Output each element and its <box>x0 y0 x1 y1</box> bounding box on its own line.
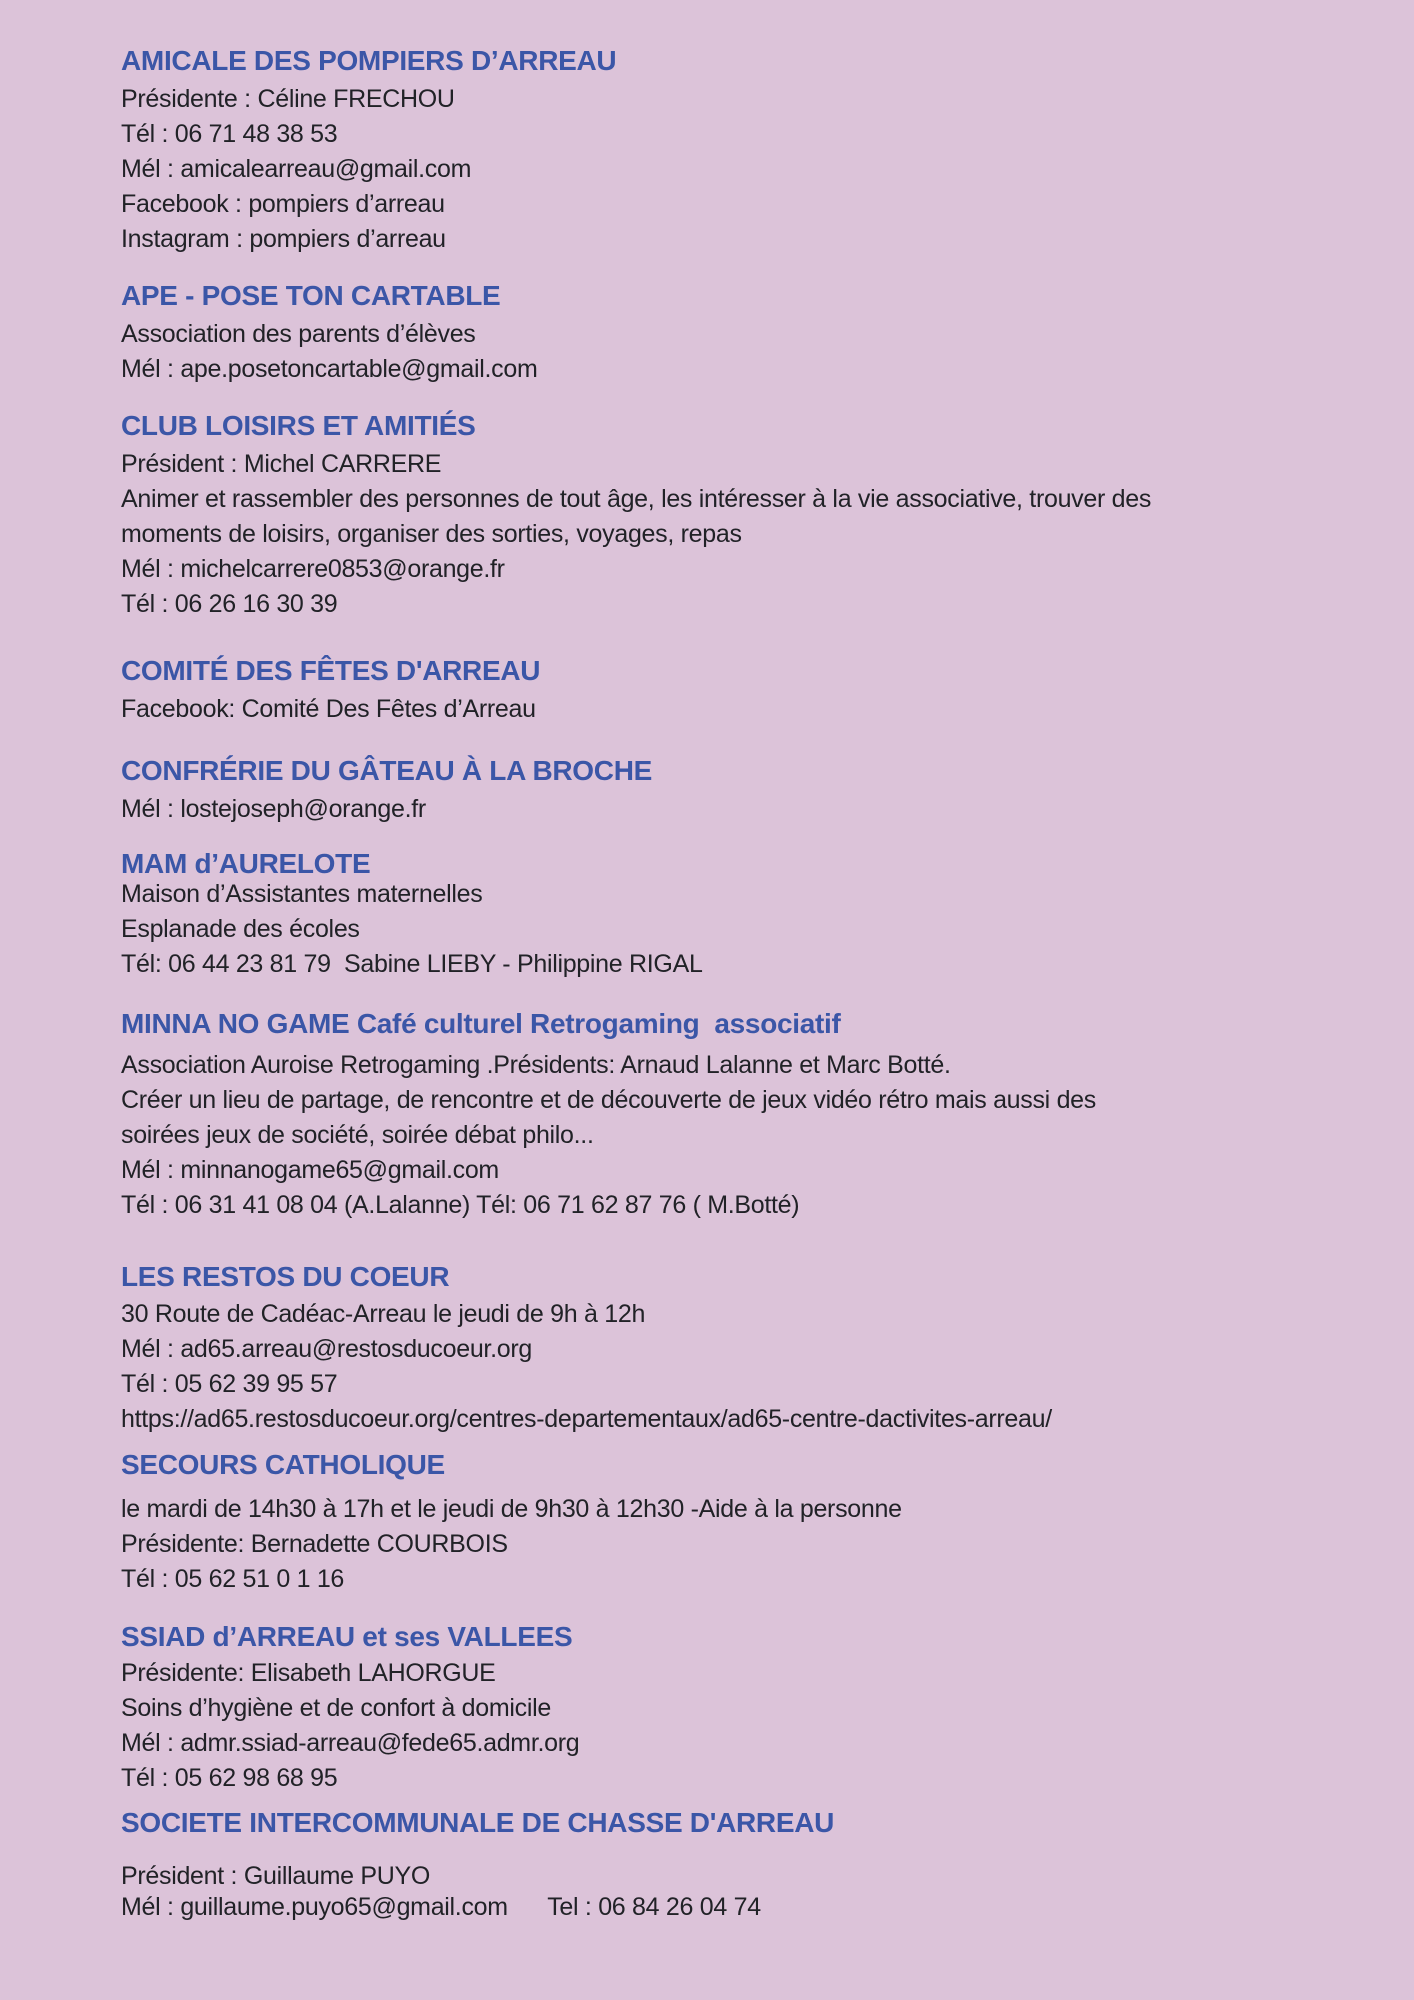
association-details <box>121 1492 1354 1597</box>
info-line: Animer et rassembler des personnes de tout âge, les intéresser à la vie associative, trouver des <box>121 485 1152 513</box>
info-line: le mardi de 14h30 à 17h et le jeudi de 9h30 à 12h30 -Aide à la personne <box>121 1495 902 1523</box>
info-line: Soins d’hygiène et de confort à domicile <box>121 1694 551 1722</box>
info-line: Tél : 05 62 51 0 1 16 <box>121 1565 345 1593</box>
association-section <box>121 1446 1354 1597</box>
info-line: Esplanade des écoles <box>121 915 360 943</box>
association-section <box>121 1618 1354 1796</box>
association-title: MINNA NO GAME Café culturel Retrogaming associatif <box>121 1008 841 1039</box>
info-line: Créer un lieu de partage, de rencontre et de découverte de jeux vidéo rétro mais aussi des <box>121 1086 1096 1114</box>
association-details <box>121 317 1354 387</box>
association-details <box>121 1656 1354 1796</box>
association-section <box>121 277 1354 387</box>
association-section <box>121 845 1354 982</box>
association-section <box>121 407 1354 622</box>
info-line: Président : Michel CARRERE <box>121 450 442 478</box>
info-line: Mél : admr.ssiad-arreau@fede65.admr.org <box>121 1729 580 1757</box>
info-line: Mél : lostejoseph@orange.fr <box>121 795 426 823</box>
association-title: CLUB LOISIRS ET AMITIÉS <box>121 410 476 441</box>
info-line: Présidente : Céline FRECHOU <box>121 85 455 113</box>
association-title: COMITÉ DES FÊTES D'ARREAU <box>121 655 541 686</box>
association-details <box>121 447 1354 622</box>
association-title: AMICALE DES POMPIERS D’ARREAU <box>121 45 617 76</box>
info-line: Mél : michelcarrere0853@orange.fr <box>121 555 505 583</box>
info-line: 30 Route de Cadéac-Arreau le jeudi de 9h à 12h <box>121 1300 646 1328</box>
association-details <box>121 877 1354 982</box>
association-details <box>121 692 1354 727</box>
info-line: Association Auroise Retrogaming .Présidents: Arnaud Lalanne et Marc Botté. <box>121 1051 951 1079</box>
association-title: SOCIETE INTERCOMMUNALE DE CHASSE D'ARREAU <box>121 1807 835 1838</box>
association-details <box>121 82 1354 257</box>
association-section <box>121 752 1354 827</box>
info-line: Tél : 05 62 39 95 57 <box>121 1370 338 1398</box>
association-details <box>121 1048 1354 1223</box>
info-line: Instagram : pompiers d’arreau <box>121 225 446 253</box>
info-line: Tél : 06 31 41 08 04 (A.Lalanne) Tél: 06 71 62 87 76 ( M.Botté) <box>121 1191 800 1219</box>
association-section <box>121 1258 1354 1437</box>
association-title: SSIAD d’ARREAU et ses VALLEES <box>121 1621 573 1652</box>
association-details <box>121 792 1354 827</box>
association-title: APE - POSE TON CARTABLE <box>121 280 501 311</box>
association-details <box>121 1297 1354 1437</box>
info-line: Tél: 06 44 23 81 79 Sabine LIEBY - Philippine RIGAL <box>121 950 703 978</box>
info-line: Président : Guillaume PUYO <box>121 1862 430 1890</box>
info-line: Maison d’Assistantes maternelles <box>121 880 483 908</box>
info-line: Facebook: Comité Des Fêtes d’Arreau <box>121 695 536 723</box>
association-section <box>121 652 1354 727</box>
info-line: Mél : minnanogame65@gmail.com <box>121 1156 499 1184</box>
info-line: Tél : 06 71 48 38 53 <box>121 120 338 148</box>
info-line: Tél : 05 62 98 68 95 <box>121 1764 338 1792</box>
info-line: Mél : ape.posetoncartable@gmail.com <box>121 355 538 383</box>
info-line: Facebook : pompiers d’arreau <box>121 190 445 218</box>
association-section <box>121 1804 1354 1923</box>
association-title: LES RESTOS DU COEUR <box>121 1261 450 1292</box>
info-line: https://ad65.restosducoeur.org/centres-departementaux/ad65-centre-dactivites-arreau/ <box>121 1405 1052 1433</box>
info-line: Mél : guillaume.puyo65@gmail.com Tel : 06 84 26 04 74 <box>121 1893 761 1921</box>
info-line: Mél : amicalearreau@gmail.com <box>121 155 472 183</box>
association-title: MAM d’AURELOTE <box>121 848 371 879</box>
association-title: CONFRÉRIE DU GÂTEAU À LA BROCHE <box>121 755 652 786</box>
association-title: SECOURS CATHOLIQUE <box>121 1449 445 1480</box>
info-line: Présidente: Bernadette COURBOIS <box>121 1530 508 1558</box>
info-line: soirées jeux de société, soirée débat philo... <box>121 1121 594 1149</box>
info-line: moments de loisirs, organiser des sorties, voyages, repas <box>121 520 742 548</box>
association-details <box>121 1861 1354 1923</box>
associations-list <box>121 42 1354 1923</box>
association-section <box>121 42 1354 257</box>
association-section <box>121 1005 1354 1223</box>
info-line: Tél : 06 26 16 30 39 <box>121 590 338 618</box>
info-line: Présidente: Elisabeth LAHORGUE <box>121 1659 496 1687</box>
info-line: Association des parents d’élèves <box>121 320 476 348</box>
info-line: Mél : ad65.arreau@restosducoeur.org <box>121 1335 532 1363</box>
